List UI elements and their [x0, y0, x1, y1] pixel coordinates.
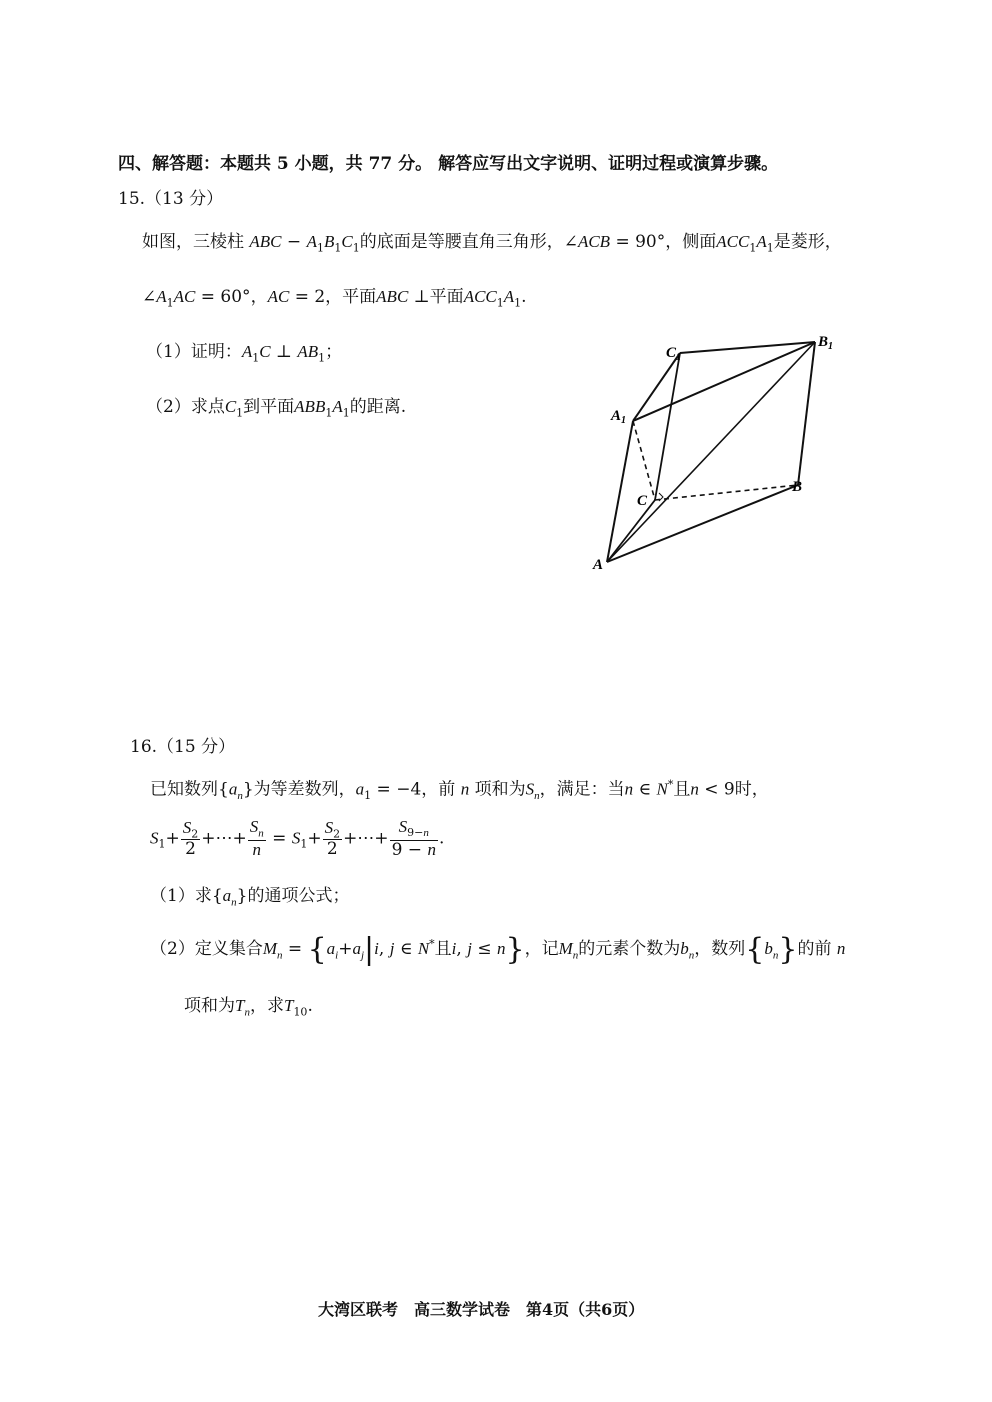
- edge-a1-c-dashed: [633, 421, 655, 500]
- q15-number: 15.（13 分）: [118, 189, 224, 209]
- label-c: C: [637, 493, 648, 509]
- edge-a-a1: [607, 421, 633, 562]
- label-c1: $C_1$: [666, 345, 682, 363]
- q16-equation: $S_1+$ $\frac{S_2}{2}$ +⋯+ $\frac{S_n}{n}$ = $S_1+$ $\frac{S_2}{2}$ +⋯+ $\frac{S_{9-n}}{9 - n}$ .: [150, 817, 445, 860]
- q15-conditions: $\angle A_1AC = 60^\circ$，AC = 2，平面ABC ⊥平面$ACC_1A_1$.: [142, 287, 527, 310]
- edge-a-b: [607, 485, 798, 562]
- q16-number: 16.（15 分）: [130, 737, 236, 757]
- q15-stem: 如图，三棱柱 ABC − $A_1B_1C_1$的底面是等腰直角三角形，∠ACB = 90°，侧面$ACC_1A_1$是菱形，: [142, 232, 842, 255]
- label-b1: $B_1$: [818, 334, 834, 352]
- prism-figure: [585, 325, 845, 575]
- edge-c-c1: [655, 353, 680, 500]
- edge-a-b1: [607, 342, 815, 562]
- q15-part1: （1）证明：$A_1C$ ⊥ $AB_1$；: [146, 342, 343, 365]
- edge-c-b-dashed: [655, 485, 798, 500]
- label-b: B: [792, 479, 803, 495]
- q16-part1: （1）求$\{a_n\}$的通项公式；: [150, 886, 350, 909]
- label-a1: $A_1$: [611, 408, 627, 426]
- q16-part2: （2）定义集合$M_n = \{a_i+a_j|i$, j ∈ N*且i, j ≤ n}，记$M_n$的元素个数为$b_n$，数列$\{b_n\}$的前 n: [150, 932, 846, 967]
- label-a: A: [593, 557, 604, 573]
- section-heading: 四、解答题：本题共 5 小题，共 77 分。 解答应写出文字说明、证明过程或演算步骤。: [118, 154, 779, 174]
- q15-part2: （2）求点$C_1$到平面$ABB_1A_1$的距离.: [146, 397, 407, 420]
- q16-part2-line2: 项和为$T_n$，求$T_{10}$.: [184, 996, 313, 1019]
- edge-b1-b: [798, 342, 815, 485]
- q16-stem: 已知数列$\{a_n\}$为等差数列，$a_1 = -4$，前 n 项和为$S_n$，满足：当n ∈ N*且n < 9时，: [150, 778, 769, 803]
- page-footer: 大湾区联考 高三数学试卷 第4页（共6页）: [318, 1300, 645, 1319]
- right-angle-mark: [659, 493, 663, 501]
